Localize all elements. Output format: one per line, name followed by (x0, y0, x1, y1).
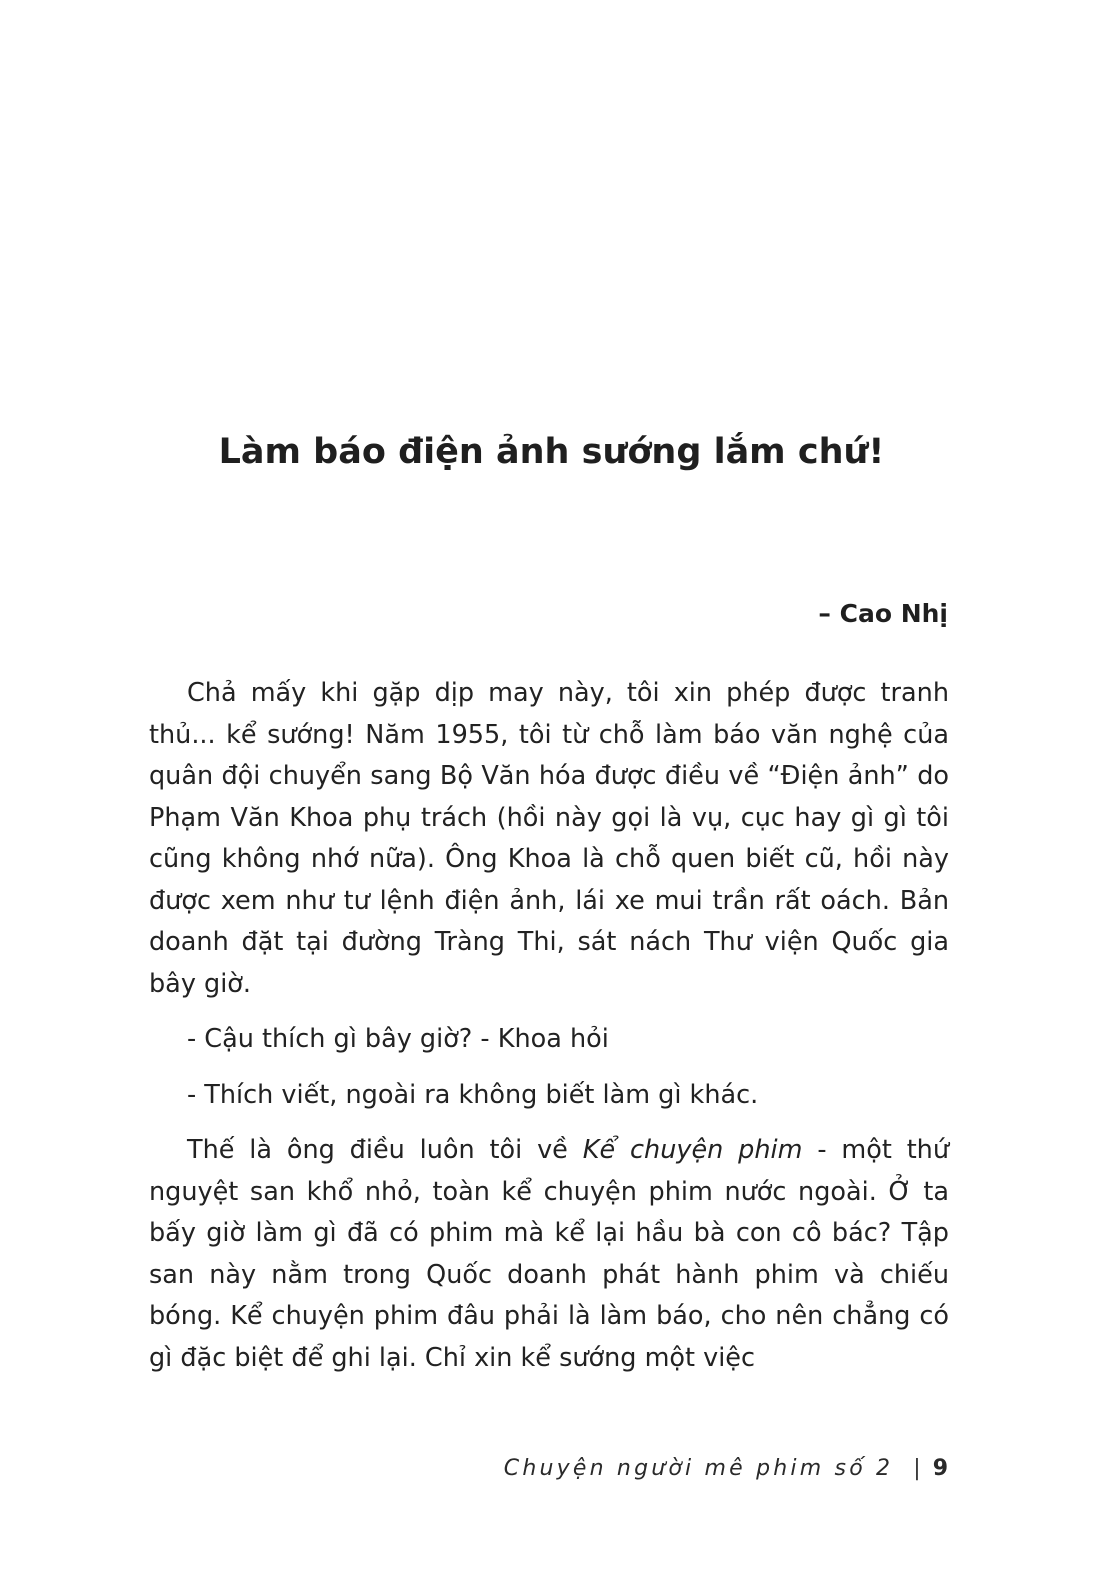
page-number: 9 (932, 1456, 948, 1481)
magazine-title: Kể chuyện phim (582, 1135, 803, 1165)
chapter-author: – Cao Nhị (818, 599, 948, 628)
chapter-title: Làm báo điện ảnh sướng lắm chứ! (218, 432, 885, 472)
paragraph-4 (149, 1130, 949, 1379)
page-footer (504, 1452, 948, 1486)
paragraph-4-text-start: Thế là ông điều luôn tôi về (187, 1135, 583, 1165)
paragraph-1: Chả mấy khi gặp dịp may này, tôi xin phép được tranh thủ... kể sướng! Năm 1955, tôi từ chỗ làm báo văn nghệ của quân đội chuyển sang Bộ Văn hóa được điều về “Điện ảnh” do Phạm Văn Khoa phụ trách (hồi này gọi là vụ, cục hay gì gì tôi cũng không nhớ nữa). Ông Khoa là chỗ quen biết cũ, hồi này được xem như tư lệnh điện ảnh, lái xe mui trần rất oách. Bản doanh đặt tại đường Tràng Thi, sát nách Thư viện Quốc gia bây giờ. (149, 678, 949, 999)
dialogue-line-1: - Cậu thích gì bây giờ? - Khoa hỏi (187, 1024, 609, 1054)
body-text (149, 673, 949, 1379)
paragraph-4-text-end: - một thứ nguyệt san khổ nhỏ, toàn kể chuyện phim nước ngoài. Ở ta bấy giờ làm gì đã có phim mà kể lại hầu bà con cô bác? Tập san này nằm trong Quốc doanh phát hành phim và chiếu bóng. Kể chuyện phim đâu phải là làm báo, cho nên chẳng có gì đặc biệt để ghi lại. Chỉ xin kể sướng một việc (149, 1135, 950, 1373)
running-title: Chuyện người mê phim số 2 (503, 1456, 894, 1481)
dialogue-line-2: - Thích viết, ngoài ra không biết làm gì khác. (187, 1079, 759, 1110)
footer-separator: | (913, 1456, 921, 1481)
